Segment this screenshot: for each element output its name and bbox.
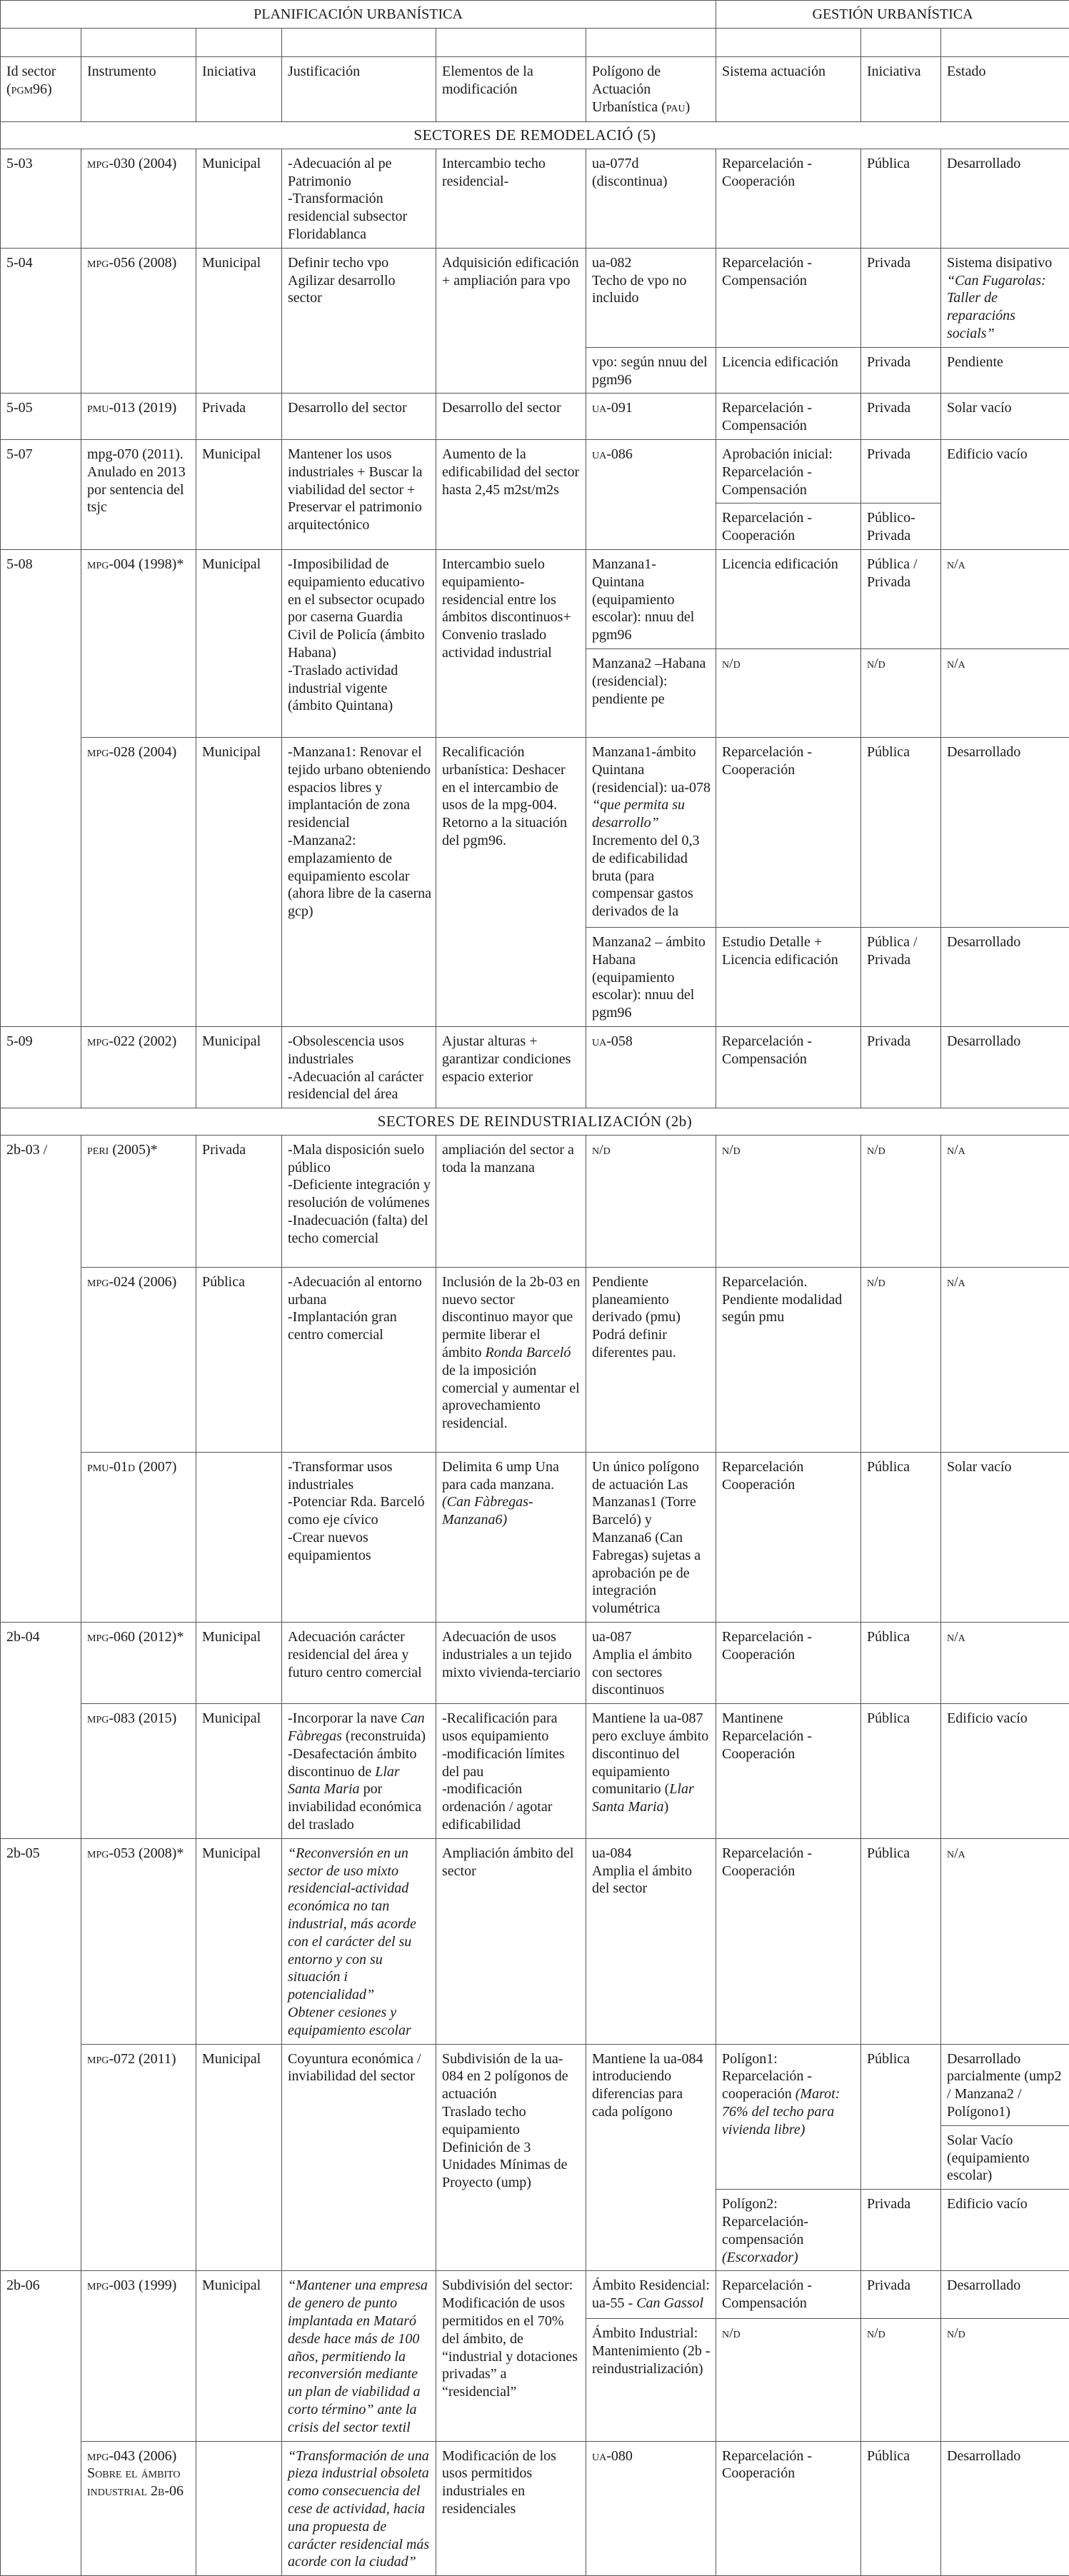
- elementos: [436, 1452, 586, 1622]
- poligono-place: Can Gassol: [636, 2295, 703, 2311]
- elementos: Subdivisión del sector: Modificación de usos permitidos en el 70% del ámbito, de “industrial y dotaciones privadas” a “residencial”: [436, 2271, 586, 2441]
- estado: n/a: [941, 549, 1069, 648]
- sistema: Reparcelación -Cooperación: [716, 149, 861, 248]
- instrumento: pmu-013 (2019): [81, 394, 196, 440]
- poligono: ua-058: [586, 1026, 716, 1108]
- estado: n/a: [941, 1623, 1069, 1704]
- poligono-note: Incremento del 0,3 de edificabilidad bruta (para compensar gastos derivados de la: [592, 833, 700, 919]
- col-instrumento: Instrumento: [81, 57, 196, 122]
- table-row: [1, 149, 1069, 248]
- iniciativa-gestion: Pública: [861, 1452, 941, 1622]
- justificacion-text: -Incorporar la nave: [288, 1710, 397, 1726]
- sistema: Reparcelación -Compensación: [716, 1026, 861, 1108]
- column-header-row: [1, 57, 1069, 122]
- sistema: Licencia edificación: [716, 549, 861, 648]
- sistema: Reparcelación -Compensación: [716, 2271, 861, 2319]
- poligono: vpo: según nnuu del pgm96: [586, 347, 716, 394]
- sistema-note: (Marot: 76% del techo para vivienda libre): [722, 2086, 840, 2138]
- sistema: Reparcelación. Pendiente modalidad según pmu: [716, 1267, 861, 1452]
- iniciativa-gestion: Pública: [861, 2441, 941, 2576]
- iniciativa: Municipal: [196, 439, 282, 549]
- instrumento: mpg-024 (2006): [81, 1267, 196, 1452]
- poligono: Ámbito Industrial: Mantenimiento (2b -reindustrialización): [586, 2319, 716, 2441]
- estado: Edificio vacío: [941, 2190, 1069, 2271]
- poligono: Un único polígono de actuación Las Manzanas1 (Torre Barceló) y Manzana6 (Can Fabregas) sujetas a aprobación pe de integración volumétrica: [586, 1452, 716, 1622]
- elementos: Desarrollo del sector: [436, 394, 586, 440]
- poligono: Manzana2 – ámbito Habana (equipamiento escolar): nnuu del pgm96: [586, 927, 716, 1026]
- elementos: Recalificación urbanística: Deshacer en el intercambio de usos de la mpg-004. Retorno a la situación del pgm96.: [436, 737, 586, 1026]
- poligono: Manzana2 –Habana (residencial): pendiente pe: [586, 648, 716, 737]
- justificacion-place-2: Llar Santa Maria: [288, 1764, 400, 1798]
- estado-note: “Can Fugarolas: Taller de reparacións socials”: [947, 273, 1046, 341]
- estado: n/a: [941, 1267, 1069, 1452]
- sector-id: 2b-05: [1, 1838, 81, 2271]
- iniciativa-gestion: Privada: [861, 394, 941, 440]
- iniciativa-gestion: Pública: [861, 737, 941, 927]
- sector-id: 5-08: [1, 549, 81, 1026]
- sector-id: 2b-06: [1, 2271, 81, 2576]
- sistema: Reparcelación Cooperación: [716, 1452, 861, 1622]
- poligono: ua-087 Amplia el ámbito con sectores discontinuos: [586, 1623, 716, 1704]
- instrumento: mpg-003 (1999): [81, 2271, 196, 2441]
- estado: Desarrollado: [941, 2271, 1069, 2319]
- iniciativa-gestion: Pública: [861, 1704, 941, 1839]
- instrumento: mpg-060 (2012)*: [81, 1623, 196, 1704]
- iniciativa-gestion: n/d: [861, 648, 941, 737]
- elementos: Adquisición edificación + ampliación para vpo: [436, 248, 586, 394]
- iniciativa: Municipal: [196, 1623, 282, 1704]
- poligono: ua-082 Techo de vpo no incluido: [586, 248, 716, 347]
- estado: Desarrollado: [941, 2441, 1069, 2576]
- elementos: Ajustar alturas + garantizar condiciones espacio exterior: [436, 1026, 586, 1108]
- poligono: [586, 737, 716, 927]
- justificacion: -Imposibilidad de equipamiento educativo en el subsector ocupado por caserna Guardia Civil de Policía (ámbito Habana) -Traslado actividad industrial vigente (ámbito Quintana): [282, 549, 436, 737]
- sector-id: 5-05: [1, 394, 81, 440]
- elementos: Subdivisión de la ua-084 en 2 polígonos de actuación Traslado techo equipamiento Definición de 3 Unidades Mínimas de Proyecto (ump): [436, 2044, 586, 2271]
- poligono: ua-080: [586, 2441, 716, 2576]
- estado: Desarrollado: [941, 927, 1069, 1026]
- poligono: ua-084 Amplia el ámbito del sector: [586, 1838, 716, 2044]
- table-row: [1, 1452, 1069, 1622]
- instrumento: mpg-030 (2004): [81, 149, 196, 248]
- estado: n/a: [941, 1838, 1069, 2044]
- table-row: [1, 2441, 1069, 2576]
- iniciativa: Municipal: [196, 737, 282, 1026]
- instrumento: mpg-070 (2011). Anulado en 2013 por sentencia del tsjc: [81, 439, 196, 549]
- iniciativa-gestion: Privada: [861, 248, 941, 347]
- iniciativa-gestion: Pública: [861, 149, 941, 248]
- col-poligono: Polígono de Actuación Urbanística (pau): [586, 57, 716, 122]
- col-iniciativa: Iniciativa: [196, 57, 282, 122]
- iniciativa: Municipal: [196, 1704, 282, 1839]
- justificacion-place: Can Fàbregas: [288, 1710, 425, 1744]
- estado: Desarrollado: [941, 149, 1069, 248]
- poligono: Pendiente planeamiento derivado (pmu) Podrá definir diferentes pau.: [586, 1267, 716, 1452]
- sector-id: 5-04: [1, 248, 81, 394]
- sistema: [716, 2190, 861, 2271]
- justificacion: “Mantener una empresa de genero de punto implantada en Mataró desde hace más de 100 años, permitiendo la reconversión mediante un plan de viabilidad a corto término” ante la crisis del sector textil: [282, 2271, 436, 2441]
- sistema: Reparcelación - Cooperación: [716, 2441, 861, 2576]
- sistema-text: Polígon2: Reparcelación-compensación: [722, 2196, 808, 2247]
- instrumento: peri (2005)*: [81, 1135, 196, 1267]
- poligono-text: Manzana1-ámbito Quintana (residencial): ua-078: [592, 744, 711, 796]
- iniciativa: [196, 2441, 282, 2576]
- table-row: [1, 549, 1069, 648]
- table-row: [1, 1704, 1069, 1839]
- iniciativa: Municipal: [196, 149, 282, 248]
- poligono-text-end: ): [664, 1799, 669, 1815]
- instrumento: mpg-028 (2004): [81, 737, 196, 1026]
- elementos: [436, 1267, 586, 1452]
- poligono-quote: “que permita su desarrollo”: [592, 797, 685, 831]
- justificacion: -Obsolescencia usos industriales -Adecuación al carácter residencial del área: [282, 1026, 436, 1108]
- table-row: [1, 248, 1069, 347]
- poligono: [586, 2271, 716, 2319]
- justificacion: Mantener los usos industriales + Buscar la viabilidad del sector + Preservar el patrimonio arquitectónico: [282, 439, 436, 549]
- instrumento: mpg-043 (2006) Sobre el ámbito industrial 2b-06: [81, 2441, 196, 2576]
- sector-id: 2b-03 /: [1, 1135, 81, 1622]
- justificacion: “Reconversión en un sector de uso mixto residencial-actividad económica no tan industrial, más acorde con el carácter del su entorno y con su situación i potencialidad” Obtener cesiones y equipamiento escolar: [282, 1838, 436, 2044]
- elementos: -Recalificación para usos equipamiento -modificación límites del pau -modificación ordenación / agotar edificabilidad: [436, 1704, 586, 1839]
- elementos: Adecuación de usos industriales a un tejido mixto vivienda-terciario: [436, 1623, 586, 1704]
- estado: Solar Vacío (equipamiento escolar): [941, 2125, 1069, 2189]
- iniciativa: Privada: [196, 394, 282, 440]
- elementos: Intercambio suelo equipamiento-residencial entre los ámbitos discontinuos+ Convenio traslado actividad industrial: [436, 549, 586, 737]
- instrumento: mpg-004 (1998)*: [81, 549, 196, 737]
- iniciativa-gestion: Público-Privada: [861, 503, 941, 550]
- col-estado: Estado: [941, 57, 1069, 122]
- estado: Desarrollado: [941, 737, 1069, 927]
- sistema: [716, 2044, 861, 2190]
- section-reindustrializacion: SECTORES DE REINDUSTRIALIZACIÓN (2b): [1, 1108, 1069, 1136]
- sistema: Mantinene Reparcelación -Cooperación: [716, 1704, 861, 1839]
- empty-row: [1, 29, 1069, 57]
- justificacion: Definir techo vpo Agilizar desarrollo sector: [282, 248, 436, 394]
- justificacion: -Transformar usos industriales -Potenciar Rda. Barceló como eje cívico -Crear nuevos equipamientos: [282, 1452, 436, 1622]
- iniciativa-gestion: Privada: [861, 439, 941, 503]
- estado: n/a: [941, 1135, 1069, 1267]
- iniciativa-gestion: Pública: [861, 1838, 941, 2044]
- table-row: [1, 2044, 1069, 2125]
- iniciativa-gestion: Privada: [861, 2271, 941, 2319]
- elementos: Ampliación ámbito del sector: [436, 1838, 586, 2044]
- poligono: ua-091: [586, 394, 716, 440]
- sistema: Reparcelación -Cooperación: [716, 1623, 861, 1704]
- sistema: Licencia edificación: [716, 347, 861, 394]
- sector-id: 2b-04: [1, 1623, 81, 1839]
- iniciativa: Municipal: [196, 2271, 282, 2441]
- iniciativa-gestion: Pública: [861, 1623, 941, 1704]
- section-remodelacio: SECTORES DE REMODELACIÓ (5): [1, 122, 1069, 149]
- elementos-place: (Can Fàbregas-Manzana6): [442, 1494, 533, 1528]
- sistema-note: (Escorxador): [722, 2250, 798, 2265]
- table-row: [1, 439, 1069, 503]
- sistema: Reparcelación - Cooperación: [716, 737, 861, 927]
- estado: Solar vacío: [941, 394, 1069, 440]
- justificacion: [282, 1704, 436, 1839]
- justificacion: -Adecuación al entorno urbana -Implantación gran centro comercial: [282, 1267, 436, 1452]
- col-sistema: Sistema actuación: [716, 57, 861, 122]
- justificacion: -Mala disposición suelo público -Deficiente integración y resolución de volúmenes -Inadecuación (falta) del techo comercial: [282, 1135, 436, 1267]
- justificacion: Desarrollo del sector: [282, 394, 436, 440]
- table-row: [1, 2271, 1069, 2319]
- justificacion: -Adecuación al pe Patrimonio -Transformación residencial subsector Floridablanca: [282, 149, 436, 248]
- poligono-place: Llar Santa Maria: [592, 1781, 694, 1815]
- iniciativa: Privada: [196, 1135, 282, 1267]
- iniciativa: Municipal: [196, 1026, 282, 1108]
- poligono: Mantiene la ua-084 introduciendo diferencias para cada polígono: [586, 2044, 716, 2271]
- elementos: Modificación de los usos permitidos industriales en residenciales: [436, 2441, 586, 2576]
- sistema: n/d: [716, 1135, 861, 1267]
- elementos: ampliación del sector a toda la manzana: [436, 1135, 586, 1267]
- iniciativa-gestion: n/d: [861, 2319, 941, 2441]
- justificacion: Coyuntura económica / inviabilidad del sector: [282, 2044, 436, 2271]
- header-planificacion: PLANIFICACIÓN URBANÍSTICA: [1, 1, 716, 29]
- estado: Desarrollado parcialmente (ump2 / Manzana2 / Polígono1): [941, 2044, 1069, 2125]
- iniciativa-gestion: Pública / Privada: [861, 927, 941, 1026]
- poligono: ua-077d (discontinua): [586, 149, 716, 248]
- sistema: n/d: [716, 648, 861, 737]
- justificacion: -Manzana1: Renovar el tejido urbano obteniendo espacios libres y implantación de zona residencial -Manzana2: emplazamiento de equipamiento escolar (ahora libre de la caserna gcp): [282, 737, 436, 1026]
- table-row: [1, 1623, 1069, 1704]
- elementos: Aumento de la edificabilidad del sector hasta 2,45 m2st/m2s: [436, 439, 586, 549]
- iniciativa-gestion: Pública / Privada: [861, 549, 941, 648]
- poligono: n/d: [586, 1135, 716, 1267]
- elementos-place: Ronda Barceló: [486, 1345, 571, 1360]
- estado: Pendiente: [941, 347, 1069, 394]
- justificacion-text-end: por inviabilidad económica del traslado: [288, 1781, 421, 1833]
- instrumento: mpg-053 (2008)*: [81, 1838, 196, 2044]
- instrumento: mpg-083 (2015): [81, 1704, 196, 1839]
- poligono-text: Mantiene la ua-087 pero excluye ámbito discontinuo del equipamiento comunitario (: [592, 1710, 708, 1797]
- col-elementos: Elementos de la modificación: [436, 57, 586, 122]
- iniciativa-gestion: Pública: [861, 2044, 941, 2190]
- sector-id: 5-07: [1, 439, 81, 549]
- sector-id: 5-09: [1, 1026, 81, 1108]
- iniciativa-gestion: n/d: [861, 1267, 941, 1452]
- poligono: Manzana1- Quintana (equipamiento escolar): nnuu del pgm96: [586, 549, 716, 648]
- estado: Edificio vacío: [941, 1704, 1069, 1839]
- estado: Edificio vacío: [941, 439, 1069, 549]
- table-row: [1, 394, 1069, 440]
- table-row: [1, 737, 1069, 927]
- iniciativa: Pública: [196, 1267, 282, 1452]
- iniciativa: Municipal: [196, 549, 282, 737]
- poligono: [586, 1704, 716, 1839]
- elementos: Intercambio techo residencial-: [436, 149, 586, 248]
- table-row: [1, 1135, 1069, 1267]
- iniciativa: Municipal: [196, 2044, 282, 2271]
- elementos-text-end: de la imposición comercial y aumentar el aprovechamiento residencial.: [442, 1363, 580, 1431]
- instrumento: mpg-056 (2008): [81, 248, 196, 394]
- justificacion-text-mid: (reconstruida) -Desafectación ámbito discontinuo de: [288, 1728, 426, 1780]
- justificacion: Adecuación carácter residencial del área y futuro centro comercial: [282, 1623, 436, 1704]
- sector-id: 5-03: [1, 149, 81, 248]
- iniciativa-gestion: Privada: [861, 2190, 941, 2271]
- sistema: Reparcelación -Compensación: [716, 248, 861, 347]
- sistema: Reparcelación -Compensación: [716, 394, 861, 440]
- iniciativa-gestion: Privada: [861, 347, 941, 394]
- estado: Desarrollado: [941, 1026, 1069, 1108]
- instrumento: mpg-022 (2002): [81, 1026, 196, 1108]
- iniciativa: Municipal: [196, 248, 282, 394]
- table-row: [1, 1838, 1069, 2044]
- sistema: Estudio Detalle + Licencia edificación: [716, 927, 861, 1026]
- table-row: [1, 1026, 1069, 1108]
- sistema: Reparcelación -Cooperación: [716, 1838, 861, 2044]
- poligono: ua-086: [586, 439, 716, 549]
- estado: [941, 248, 1069, 347]
- elementos-text: Delimita 6 ump Una para cada manzana.: [442, 1459, 559, 1493]
- col-iniciativa-gestion: Iniciativa: [861, 57, 941, 122]
- estado: n/d: [941, 2319, 1069, 2441]
- poligono-text: Ámbito Residencial: ua-55 -: [592, 2277, 710, 2311]
- estado: n/a: [941, 648, 1069, 737]
- sistema: n/d: [716, 2319, 861, 2441]
- iniciativa: [196, 1452, 282, 1622]
- iniciativa-gestion: Privada: [861, 1026, 941, 1108]
- sistema-text: Polígon1: Reparcelación -cooperación: [722, 2051, 812, 2103]
- iniciativa: Municipal: [196, 1838, 282, 2044]
- header-gestion: GESTIÓN URBANÍSTICA: [716, 1, 1069, 29]
- iniciativa-gestion: n/d: [861, 1135, 941, 1267]
- estado-text: Sistema disipativo: [947, 255, 1052, 271]
- justificacion: “Transformación de una pieza industrial obsoleta como consecuencia del cese de actividad, hacia una propuesta de carácter residencial más acorde con la ciudad”: [282, 2441, 436, 2576]
- col-justificacion: Justificación: [282, 57, 436, 122]
- instrumento: pmu-01d (2007): [81, 1452, 196, 1622]
- sistema: Reparcelación -Cooperación: [716, 503, 861, 550]
- elementos-text: Inclusión de la 2b-03 en nuevo sector discontinuo mayor que permite liberar el ámbito: [442, 1274, 580, 1360]
- instrumento: mpg-072 (2011): [81, 2044, 196, 2271]
- col-id: Id sector (pgm96): [1, 57, 81, 122]
- sistema: Aprobación inicial: Reparcelación -Compensación: [716, 439, 861, 503]
- table-row: [1, 1267, 1069, 1452]
- estado: Solar vacío: [941, 1452, 1069, 1622]
